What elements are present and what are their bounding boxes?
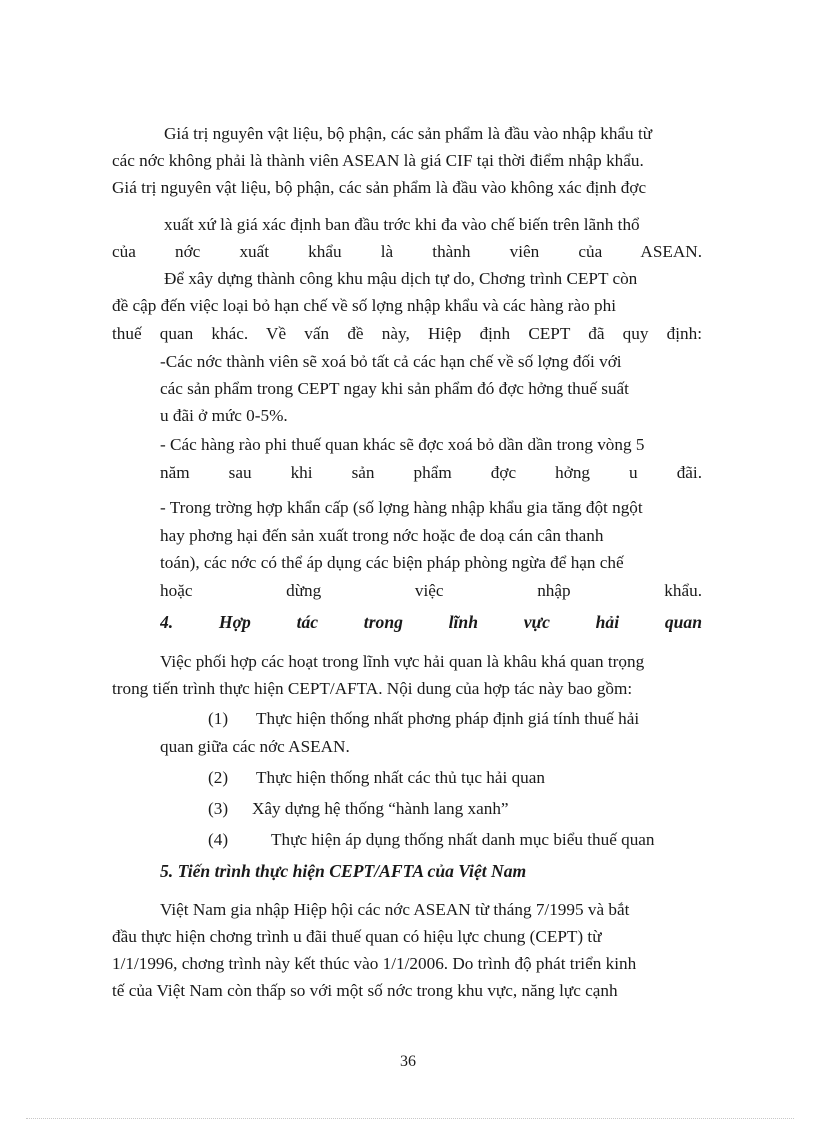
para4-line-2: đầu thực hiện chơng trình u đãi thuế quan có hiệu lực chung (CEPT) từ xyxy=(112,927,602,946)
list-text-2: Thực hiện thống nhất các thủ tục hải quan xyxy=(256,768,545,787)
para1-line-1: Giá trị nguyên vật liệu, bộ phận, các sản phẩm là đầu vào nhập khẩu từ xyxy=(164,124,653,143)
para1-line-3: Giá trị nguyên vật liệu, bộ phận, các sản phẩm là đầu vào không xác định đợc xyxy=(112,178,647,197)
list-number-2: (2) xyxy=(208,768,229,787)
para4-line-3: 1/1/1996, chơng trình này kết thúc vào 1/1/2006. Do trình độ phát triển kinh xyxy=(112,954,637,973)
para2-line-1: Để xây dựng thành công khu mậu dịch tự do, Chơng trình CEPT còn xyxy=(164,269,638,288)
bullet1-line-2: các sản phẩm trong CEPT ngay khi sản phẩm đó đợc hởng thuế suất xyxy=(160,379,629,398)
section-heading-4: 4. Hợp tác trong lĩnh vực hải quan xyxy=(160,612,702,632)
para2-line-2: đề cập đến việc loại bỏ hạn chế về số lợng nhập khẩu và các hàng rào phi xyxy=(112,296,616,315)
bullet3-line-2: hay phơng hại đến sản xuất trong nớc hoặc đe doạ cán cân thanh xyxy=(160,526,604,545)
para1-line-5: của nớc xuất khẩu là thành viên của ASEAN. xyxy=(112,242,702,261)
list-number-3: (3) xyxy=(208,799,229,818)
para3-line-2: trong tiến trình thực hiện CEPT/AFTA. Nội dung của hợp tác này bao gồm: xyxy=(112,679,633,698)
bullet3-line-3: toán), các nớc có thể áp dụng các biện pháp phòng ngừa để hạn chế xyxy=(160,553,624,572)
para3-line-1: Việc phối hợp các hoạt trong lĩnh vực hải quan là khâu khá quan trọng xyxy=(160,652,645,671)
bullet3-line-1: - Trong trờng hợp khẩn cấp (số lợng hàng nhập khẩu gia tăng đột ngột xyxy=(160,498,643,517)
para1-line-4: xuất xứ là giá xác định ban đầu trớc khi đa vào chế biến trên lãnh thổ xyxy=(164,215,640,234)
list-text-1: Thực hiện thống nhất phơng pháp định giá tính thuế hải xyxy=(256,709,640,728)
list-text-1-cont: quan giữa các nớc ASEAN. xyxy=(160,737,350,756)
bullet2-line-2: năm sau khi sản phẩm đợc hởng u đãi. xyxy=(160,463,702,482)
para1-line-2: các nớc không phải là thành viên ASEAN là giá CIF tại thời điểm nhập khẩu. xyxy=(112,151,644,170)
footer-dotted-rule xyxy=(26,1118,794,1119)
para4-line-1: Việt Nam gia nhập Hiệp hội các nớc ASEAN từ tháng 7/1995 và bắt xyxy=(160,900,630,919)
section-heading-5: 5. Tiến trình thực hiện CEPT/AFTA của Việt Nam xyxy=(160,861,527,881)
page-number: 36 xyxy=(400,1053,416,1070)
para4-line-4: tế của Việt Nam còn thấp so với một số nớc trong khu vực, năng lực cạnh xyxy=(112,981,618,1000)
list-text-4: Thực hiện áp dụng thống nhất danh mục biểu thuế quan xyxy=(271,830,655,849)
bullet3-line-4: hoặc dừng việc nhập khẩu. xyxy=(160,581,702,600)
para2-line-3: thuế quan khác. Về vấn đề này, Hiệp định CEPT đã quy định: xyxy=(112,324,702,343)
list-number-1: (1) xyxy=(208,709,229,728)
bullet1-line-1: -Các nớc thành viên sẽ xoá bỏ tất cả các hạn chế về số lợng đối với xyxy=(160,352,622,371)
bullet2-line-1: - Các hàng rào phi thuế quan khác sẽ đợc xoá bỏ dần dần trong vòng 5 xyxy=(160,435,645,454)
bullet1-line-3: u đãi ở mức 0-5%. xyxy=(160,406,288,425)
list-text-3: Xây dựng hệ thống “hành lang xanh” xyxy=(252,799,509,818)
list-number-4: (4) xyxy=(208,830,229,849)
